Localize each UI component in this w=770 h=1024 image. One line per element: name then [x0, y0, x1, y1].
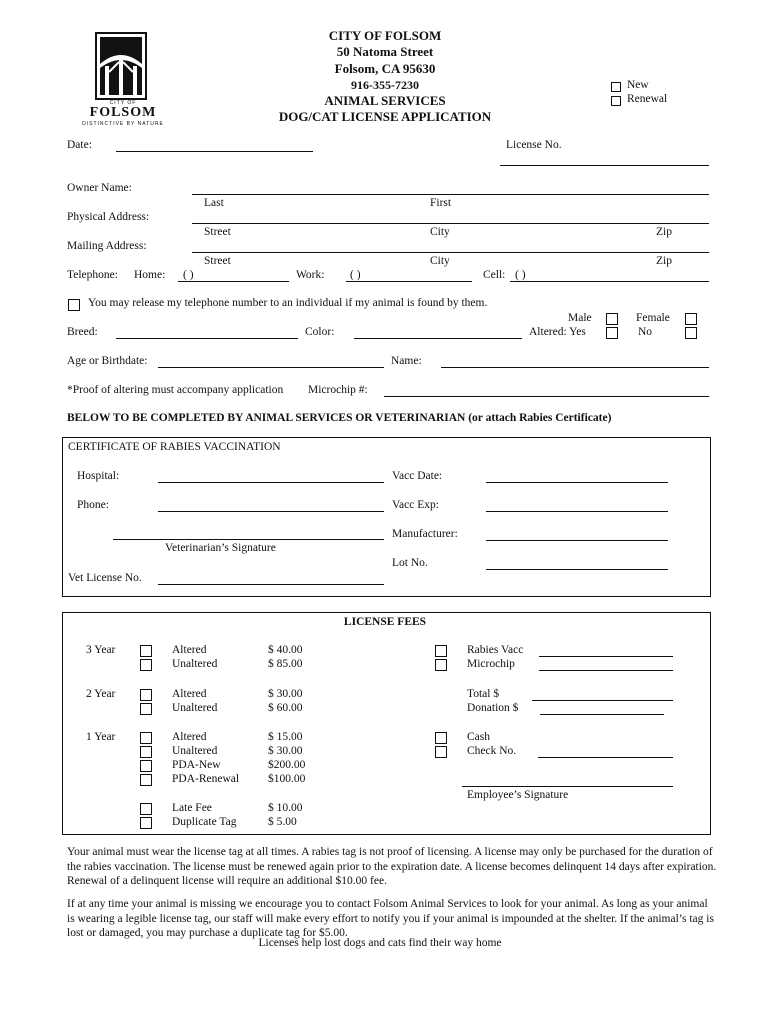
fees-title: LICENSE FEES [343, 616, 427, 628]
rabies-vacc-checkbox[interactable] [435, 645, 447, 657]
header-dept: ANIMAL SERVICES [324, 93, 446, 108]
pet-name-field[interactable] [441, 367, 709, 368]
fee-label: PDA-Renewal [172, 773, 240, 785]
fee-price: $ 10.00 [268, 802, 303, 814]
breed-label: Breed: [67, 326, 98, 338]
microchip-fee-checkbox[interactable] [435, 659, 447, 671]
release-phone-checkbox[interactable] [68, 299, 80, 311]
fee-price: $ 40.00 [268, 644, 303, 656]
fee-price: $ 30.00 [268, 745, 303, 757]
footer-paragraph-2: If at any time your animal is missing we encourage you to contact Folsom Animal Services to look for your animal. As long as your animal is wearing a legible license tag, our staff will make every effort to notify you if your animal is impounded at the shelter. If the animal’s tag is lost or damaged, you may purchase a duplicate tag for $5.00. [67, 898, 714, 939]
vet-signature-line[interactable] [113, 539, 384, 540]
fee-checkbox-duplicate-tag[interactable] [140, 817, 152, 829]
male-checkbox[interactable] [606, 313, 618, 325]
cell-label: Cell: [483, 269, 506, 281]
altered-no-checkbox[interactable] [685, 327, 697, 339]
date-label: Date: [67, 139, 92, 151]
altered-yes-checkbox[interactable] [606, 327, 618, 339]
footer-paragraph-1: Your animal must wear the license tag at all times. A rabies tag is not proof of licensing. A license may only be purchased for the duration of the rabies vaccination. The license must be renewed again prior to the expiration date. A license becomes delinquent 14 days after expiration. Renewal of a delinquent license will require an additional $10.00 fee. [67, 846, 717, 887]
date-field[interactable] [116, 151, 313, 152]
vet-phone-label: Phone: [77, 499, 109, 511]
release-phone-text: You may release my telephone number to an individual if my animal is found by them. [88, 297, 488, 309]
color-field[interactable] [354, 338, 522, 339]
manufacturer-field[interactable] [486, 540, 668, 541]
header-city: CITY OF FOLSOM [328, 28, 442, 43]
proof-note: *Proof of altering must accompany application [67, 384, 284, 396]
fee-price: $200.00 [268, 759, 306, 771]
rabies-vacc-field[interactable] [539, 656, 673, 657]
altered-yes-label: Altered: Yes [529, 326, 586, 338]
age-field[interactable] [158, 367, 384, 368]
fee-checkbox-2yr-unaltered[interactable] [140, 703, 152, 715]
check-no-field[interactable] [538, 757, 673, 758]
telephone-label: Telephone: [67, 269, 118, 281]
home-label: Home: [134, 269, 166, 281]
fee-label: Late Fee [172, 802, 212, 814]
rabies-vacc-label: Rabies Vacc [467, 644, 524, 656]
fee-label: Altered [172, 644, 207, 656]
vacc-exp-field[interactable] [486, 511, 668, 512]
female-label: Female [636, 312, 670, 324]
male-label: Male [568, 312, 592, 324]
fee-price: $ 30.00 [268, 688, 303, 700]
fee-label: Unaltered [172, 658, 218, 670]
fee-checkbox-3yr-altered[interactable] [140, 645, 152, 657]
mailing-street-caption: Street [204, 255, 231, 267]
microchip-fee-field[interactable] [539, 670, 673, 671]
fee-price: $100.00 [268, 773, 306, 785]
year1-label: 1 Year [86, 731, 116, 743]
check-checkbox[interactable] [435, 746, 447, 758]
mailing-address-field[interactable] [192, 252, 709, 253]
fee-checkbox-2yr-altered[interactable] [140, 689, 152, 701]
check-no-label: Check No. [467, 745, 517, 757]
cash-label: Cash [467, 731, 490, 743]
mailing-address-label: Mailing Address: [67, 240, 147, 252]
last-caption: Last [204, 197, 224, 209]
license-no-label: License No. [506, 139, 562, 151]
fee-checkbox-pda-new[interactable] [140, 760, 152, 772]
fee-price: $ 60.00 [268, 702, 303, 714]
owner-name-field[interactable] [192, 194, 709, 195]
fee-label: Duplicate Tag [172, 816, 237, 828]
physical-zip-caption: Zip [656, 226, 672, 238]
fee-price: $ 15.00 [268, 731, 303, 743]
header-street: 50 Natoma Street [336, 44, 434, 59]
lot-no-field[interactable] [486, 569, 668, 570]
work-label: Work: [296, 269, 325, 281]
license-fees-box [62, 612, 711, 835]
year3-label: 3 Year [86, 644, 116, 656]
manufacturer-label: Manufacturer: [392, 528, 458, 540]
work-area-code: ( ) [350, 269, 361, 281]
renewal-checkbox[interactable] [611, 96, 621, 106]
cell-area-code: ( ) [515, 269, 526, 281]
fee-label: Altered [172, 688, 207, 700]
logo-tagline: DISTINCTIVE BY NATURE [82, 121, 164, 127]
vet-license-label: Vet License No. [68, 572, 142, 584]
bridge-logo-icon [95, 32, 147, 100]
vacc-date-field[interactable] [486, 482, 668, 483]
donation-label: Donation $ [467, 702, 519, 714]
hospital-label: Hospital: [77, 470, 120, 482]
renewal-label: Renewal [627, 93, 668, 105]
header-citystate: Folsom, CA 95630 [334, 61, 436, 76]
employee-signature-line[interactable] [462, 786, 673, 787]
fee-checkbox-late-fee[interactable] [140, 803, 152, 815]
microchip-field[interactable] [384, 396, 709, 397]
new-label: New [627, 79, 649, 91]
footer-tagline: Licenses help lost dogs and cats find their way home [258, 937, 502, 949]
employee-signature-caption: Employee’s Signature [467, 789, 569, 801]
fee-label: Unaltered [172, 702, 218, 714]
mailing-city-caption: City [430, 255, 450, 267]
age-label: Age or Birthdate: [67, 355, 148, 367]
vacc-exp-label: Vacc Exp: [392, 499, 439, 511]
vet-license-field[interactable] [158, 584, 384, 585]
fee-checkbox-1yr-altered[interactable] [140, 732, 152, 744]
total-field[interactable] [532, 700, 673, 701]
fee-price: $ 5.00 [268, 816, 297, 828]
color-label: Color: [305, 326, 335, 338]
header-phone: 916-355-7230 [351, 78, 419, 92]
altered-no-label: No [638, 326, 653, 338]
pet-name-label: Name: [391, 355, 422, 367]
mailing-zip-caption: Zip [656, 255, 672, 267]
rabies-certificate-box [62, 437, 711, 597]
breed-field[interactable] [116, 338, 298, 339]
microchip-fee-label: Microchip [467, 658, 515, 670]
fee-checkbox-pda-renewal[interactable] [140, 774, 152, 786]
vet-phone-field[interactable] [158, 511, 384, 512]
cell-phone-field[interactable] [510, 281, 709, 282]
new-checkbox[interactable] [611, 82, 621, 92]
fee-label: PDA-New [172, 759, 221, 771]
total-label: Total $ [467, 688, 500, 700]
owner-name-label: Owner Name: [67, 182, 132, 194]
logo-name: FOLSOM [89, 105, 157, 120]
physical-address-label: Physical Address: [67, 211, 150, 223]
year2-label: 2 Year [86, 688, 116, 700]
physical-street-caption: Street [204, 226, 231, 238]
physical-city-caption: City [430, 226, 450, 238]
female-checkbox[interactable] [685, 313, 697, 325]
form-title: DOG/CAT LICENSE APPLICATION [278, 109, 492, 124]
fee-label: Altered [172, 731, 207, 743]
fee-price: $ 85.00 [268, 658, 303, 670]
vet-section-heading: BELOW TO BE COMPLETED BY ANIMAL SERVICES OR VETERINARIAN (or attach Rabies Certificate) [67, 412, 612, 424]
hospital-field[interactable] [158, 482, 384, 483]
vacc-date-label: Vacc Date: [392, 470, 443, 482]
vet-signature-caption: Veterinarian’s Signature [165, 542, 276, 554]
license-no-field[interactable] [500, 165, 709, 166]
first-caption: First [430, 197, 452, 209]
cash-checkbox[interactable] [435, 732, 447, 744]
fee-label: Unaltered [172, 745, 218, 757]
microchip-label: Microchip #: [308, 384, 368, 396]
home-phone-field[interactable] [178, 281, 289, 282]
fee-checkbox-3yr-unaltered[interactable] [140, 659, 152, 671]
physical-address-field[interactable] [192, 223, 709, 224]
cert-title: CERTIFICATE OF RABIES VACCINATION [68, 441, 281, 453]
lot-no-label: Lot No. [392, 557, 428, 569]
logo-small-text: CITY OF [109, 100, 137, 106]
donation-field[interactable] [540, 714, 664, 715]
work-phone-field[interactable] [346, 281, 472, 282]
home-area-code: ( ) [183, 269, 194, 281]
fee-checkbox-1yr-unaltered[interactable] [140, 746, 152, 758]
